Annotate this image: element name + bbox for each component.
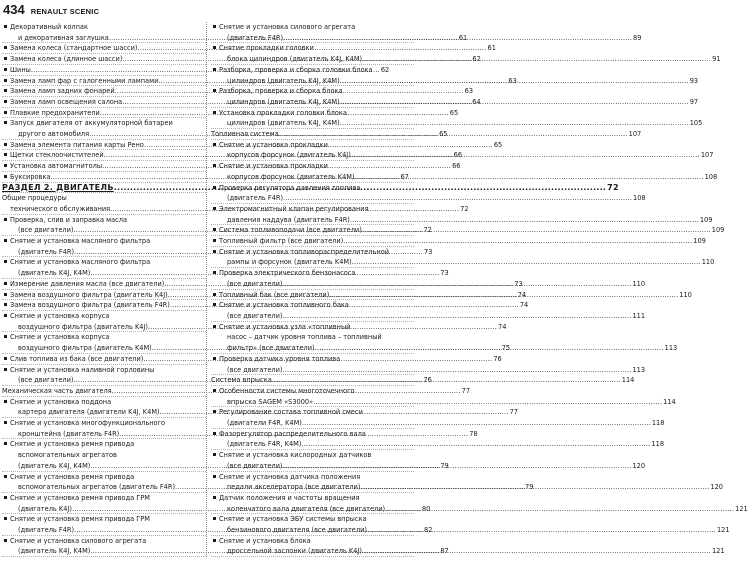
toc-entry-text: Снятие прокладки головки [219,44,314,53]
toc-page-number: 64 [472,97,481,106]
toc-page-number: 61 [458,33,468,42]
toc-entry-text: Снятие и установка ремня привода ГРМ [10,515,150,524]
toc-entry-text: (все двигатели) [18,226,74,235]
toc-entry-text: цилиндров (двигатель K4J, K4M) [227,76,340,85]
toc-entry-text: Особенности системы многоточечного [219,386,355,395]
toc-entry-text: (двигатели F4R, K4M) [227,419,302,428]
toc-page-number: 66 [452,162,461,171]
toc-page-number: 67 [400,172,409,181]
toc-entry-text: Общие процедуры [2,194,67,203]
toc-page-number: 73 [514,279,523,288]
toc-entry-text: Плавкие предохранители [10,108,100,117]
toc-page-number: 80 [421,504,431,513]
toc-entry-text: коленчатого вала двигателя (все двигатели) [227,504,386,513]
toc-page-number: 65 [493,140,503,149]
toc-page-number: 121 [735,504,748,513]
toc-page-number: 97 [689,97,699,106]
toc-entry-text: корпусов форсунок (двигатель K4J) [227,151,351,160]
toc-entry [2,279,523,290]
toc-page-number: 113 [632,365,646,374]
toc-page-number: 113 [664,344,678,353]
toc-entry-text: РАЗДЕЛ 2. ДВИГАТЕЛЬ [2,182,114,192]
toc-entry-text: Фазорегулятор распределительного вала [219,429,366,438]
toc-entry-text: Снятие и установка ремня привода [10,440,135,449]
toc-entry-text: картера двигателя (двигатели K4J, K4M) [18,408,160,417]
toc-page-number: 79 [440,461,449,470]
toc-entry-text: Замена ламп фар с галогенными лампами [10,76,159,85]
toc-entry-text: (двигатель K4J, K4M) [18,547,91,556]
toc-entry-text: Замена воздушного фильтра (двигатель F4R) [10,301,170,310]
toc-page-number: 79 [525,483,534,492]
leader-dots [362,546,711,557]
toc-entry-text: Снятие и установка масляного фильтра [10,237,151,246]
page-number: 434 [3,2,25,17]
toc-entry-text: Разборка, проверка и сборка головки блока [219,65,373,74]
toc-entry-text: Снятие и установка кислородных датчиков [219,451,372,460]
toc-page-number: 72 [607,182,619,192]
toc-entry-text: (все двигатели) [18,376,74,385]
toc-entry-text: (двигатель F4R) [227,194,284,203]
toc-page-number: 110 [701,258,715,267]
toc-page-number: 72 [423,226,432,235]
toc-entry-text: (двигатель K4J) [18,504,72,513]
toc-entry-text: Снятие и установка ЭБУ системы впрыска [219,515,367,524]
toc-entry-text: Снятие и установка многофункционального [10,419,166,428]
leader-dots [367,525,716,536]
toc-entry-text: Снятие и установка наливной горловины [10,365,155,374]
toc-page-number: 114 [663,397,676,406]
toc-page-number: 118 [651,419,665,428]
toc-page-number: 108 [704,172,718,181]
toc-page-number: 62 [472,55,481,64]
toc-page-number: 110 [632,279,646,288]
toc-page-number: 109 [711,226,725,235]
toc-entry-text: бензинового двигателя (все двигатели) [227,526,367,535]
toc-entry-text: Топливная система [211,130,279,139]
toc-page-number: 74 [517,290,527,299]
toc-entry-text: технического обслуживания [10,204,111,213]
toc-page-number: 73 [440,269,449,278]
toc-page-number: 62 [380,65,390,74]
toc-entry-text: Снятие и установка ремня привода [10,472,135,481]
entry-separator [211,556,414,557]
toc-entry-text: Механическая часть двигателя [2,386,112,395]
toc-entry-text: впрыска SAGEM «S3000» [227,397,314,406]
toc-entry-text: педали акселератора (все двигатели) [227,483,361,492]
toc-page-number: 77 [461,386,471,395]
toc-entry-text: (двигатель F4R) [18,247,75,256]
toc-entry-text: Снятие и установка корпуса [10,333,110,342]
toc-entry-text: давления наддува (двигатель F4R) [227,215,350,224]
toc-entry-text: (двигатель K4J, K4M) [18,269,91,278]
toc-entry-text: Проверка, слив и заправка масла [10,215,127,224]
toc-entry-text: Система топливоподачи (все двигатели) [219,226,362,235]
toc-page-number: 120 [632,461,646,470]
toc-page-number: 63 [464,87,474,96]
toc-page-number: 109 [699,215,713,224]
toc-entry-text: Система впрыска [211,376,272,385]
toc-entry-text: Снятие и установка узла «топливный [219,322,351,331]
toc-entry-text: и декоративная заглушка [18,33,109,42]
toc-entry-text: Снятие и установка топливораспределительной [219,247,390,256]
toc-page-number: 105 [689,119,703,128]
toc-page-number: 65 [449,108,459,117]
toc-page-number: 73 [424,247,433,256]
toc-entry-text: дроссельной заслонки (двигатель K4J) [227,547,362,556]
toc-entry-text: другого автомобиля [18,130,90,139]
leader-dots [385,504,734,515]
toc-page-number: 110 [679,290,692,299]
toc-page-number: 78 [469,429,478,438]
toc-entry-text: Замена ламп освещения салона [10,97,123,106]
toc-entry-text: Замена воздушного фильтра (двигатель K4J) [10,290,168,299]
toc-entry-text: Датчик положения и частоты вращения [219,493,360,502]
toc-entry-text: вспомогательных агрегатов (двигатель F4R) [18,483,176,492]
toc-entry-text: (все двигатели) [227,311,283,320]
toc-page-number: 74 [519,301,529,310]
toc-entry-text: Снятие и установка прокладки [219,162,328,171]
toc-entry-text: Проверка электрического бензонасоса [219,269,356,278]
toc-entry-text: Снятие и установка датчика положения [219,472,361,481]
toc-entry-text: Топливный фильтр (все двигатели) [219,237,344,246]
toc-entry-text: Проверка датчика уровня топлива [219,354,341,363]
toc-entry-text: (двигатель F4R, K4M) [227,440,302,449]
toc-page-number: 120 [710,483,723,492]
toc-page-number: 107 [700,151,714,160]
toc-entry-text: воздушного фильтра (двигатель K4J) [18,322,148,331]
toc-entry-text: Замена колеса (длинное шасси) [10,55,123,64]
toc-entry-text: Снятие и установка масляного фильтра [10,258,151,267]
toc-entry-text: Замена элемента питания карты Рено [10,140,144,149]
toc-entry [211,236,706,247]
toc-page-number: 121 [711,547,725,556]
toc-entry-text: Замена колеса (стандартное шасси) [10,44,138,53]
toc-page-number: 82 [424,526,433,535]
toc-page-number: 114 [621,376,635,385]
toc-entry-text: насос – датчик уровня топлива – топливный [227,333,382,342]
toc-page-number: 72 [460,204,469,213]
toc-entry-text: кронштейна (двигатель F4R) [18,429,120,438]
toc-entry-text: Щетки стеклоочистителей [10,151,104,160]
toc-entry-text: Снятие и установка поддона [10,397,112,406]
toc-entry-text: вспомогательных агрегатов [18,451,117,460]
toc-entry-text: Снятие и установка силового агрегата [219,23,356,31]
page-header [3,2,99,16]
toc-entry-text: (все двигатели) [227,365,283,374]
toc-entry-text: Установка автомагнитолы [10,162,103,171]
entry-separator [2,556,206,557]
toc-entry-text: Снятие и установка ремня привода ГРМ [10,493,150,502]
toc-entry-text: воздушного фильтра (двигатель K4M) [18,344,152,353]
toc-entry-text: Снятие и установка прокладки [219,140,328,149]
toc-page-number: 107 [628,130,642,139]
toc-entry-text: Буксировка [10,172,51,181]
toc-entry-text: фильтр» (все двигатели) [227,344,315,353]
leader-dots [362,225,711,236]
toc-entry-text: (все двигатели) [227,279,283,288]
toc-entry-text: (двигатель K4J, K4M) [18,461,91,470]
toc-entry-text: Декоративный колпак [10,23,88,31]
toc-page-number: 65 [439,130,448,139]
toc-page-number: 93 [689,76,699,85]
toc-entry-text: цилиндров (двигатель K4J, K4M) [227,97,340,106]
toc-entry-text: Установка прокладки головки блока [219,108,347,117]
toc-entry-text: Разборка, проверка и сборка блока [219,87,343,96]
toc-entry-text: Снятие и установка топливного бака [219,301,349,310]
toc-page-number: 91 [712,55,721,64]
toc-page-number: 89 [633,33,642,42]
leader-dots [362,54,711,65]
toc-entry-text: Регулирование состава топливной смеси [219,408,363,417]
book-title: RENAULT SCENIC [30,7,100,16]
toc-entry-text: Электромагнитный клапан регулирования [219,204,369,213]
toc-entry-text: Снятие и установка корпуса [10,311,110,320]
toc-page-number: 66 [453,151,463,160]
toc-entry-text: Шины [10,65,31,74]
toc-entry-text: (двигатель F4R) [18,526,75,535]
toc-entry-text: Запуск двигателя от аккумуляторной батареи [10,119,173,128]
toc-entry-text: Снятие и установка блока [219,536,311,545]
toc-page-number: 108 [633,194,646,203]
toc-page-number: 61 [487,44,496,53]
toc-entry-text: Проверка регулятора давления топлива [219,183,361,192]
toc-entry-text: корпусов форсунок (двигатель K4M) [227,172,355,181]
toc-page-number: 77 [509,408,518,417]
toc-page-number: 75 [501,344,511,353]
toc-page-number: 74 [498,322,507,331]
toc-entry-text: Измерение давления масла (все двигатели) [10,279,165,288]
toc-page-number: 76 [493,354,502,363]
toc-entry-text: цилиндров (двигатель K4J, K4M) [227,119,340,128]
toc-page-number: 109 [693,237,706,246]
toc-entry-text: Топливный бак (все двигатели) [219,290,330,299]
toc-page-number: 118 [651,440,665,449]
toc-entry-text: (двигатель F4R) [227,33,284,42]
toc-entry-text: Снятие и установка силового агрегата [10,536,147,545]
toc-page-number: 121 [716,526,730,535]
toc-entry-text: рампы и форсунок (двигатель K4M) [227,258,352,267]
toc-entry-text: (все двигатели) [227,461,283,470]
toc-entry-text: Слив топлива из бака (все двигатели) [10,354,144,363]
toc-page-number: 87 [440,547,449,556]
toc-page-number: 63 [508,76,517,85]
toc-entry-text: блока цилиндров (двигатель K4J, K4M) [227,55,363,64]
toc-entry-text: Замена ламп задних фонарей [10,87,115,96]
toc-page-number: 111 [632,311,646,320]
toc-page-number: 76 [423,376,432,385]
